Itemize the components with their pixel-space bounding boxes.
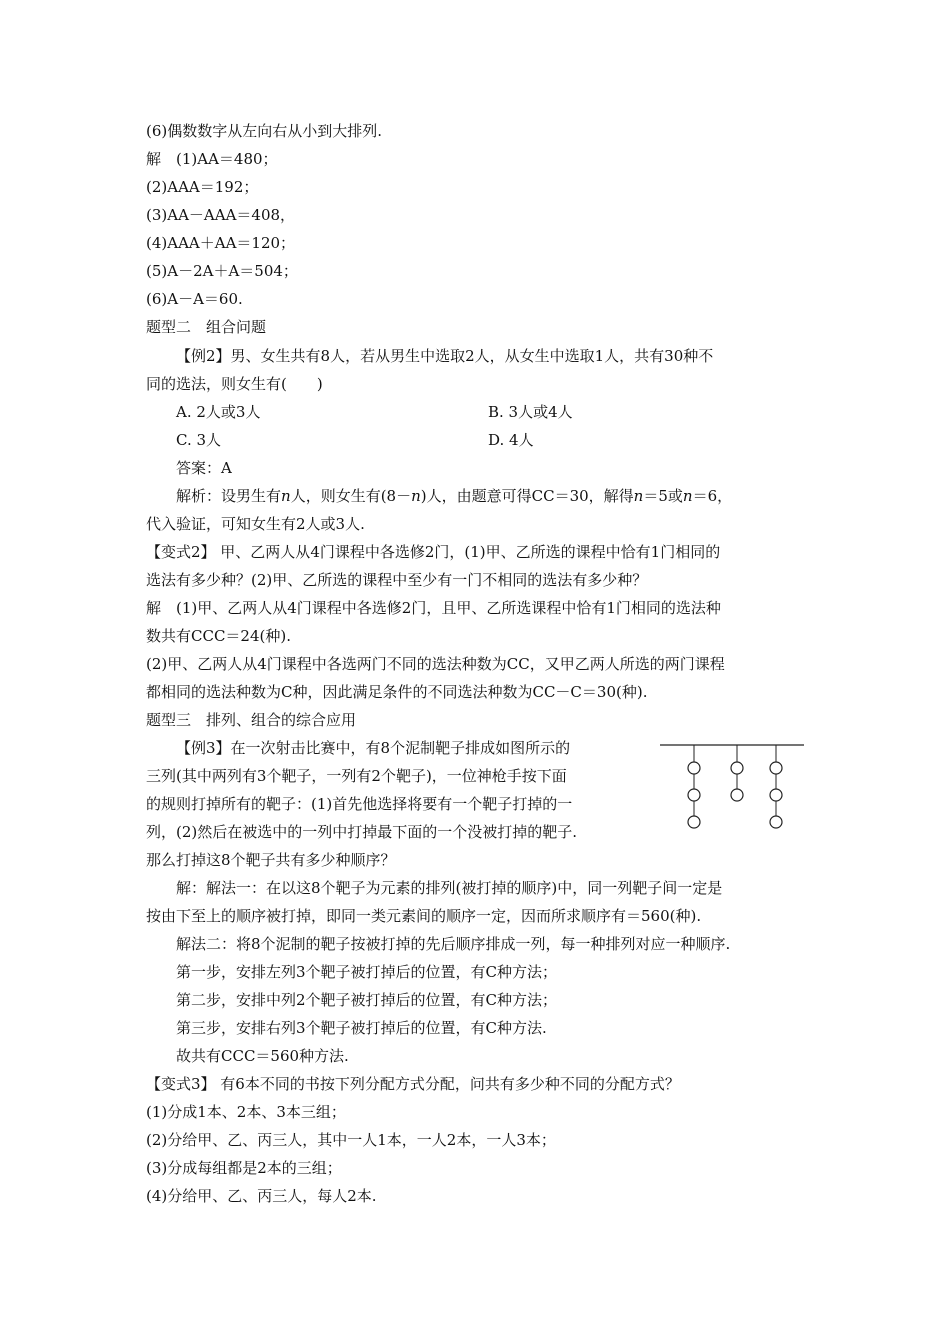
option-d: D. 4人 bbox=[488, 431, 534, 449]
variable-n: n bbox=[411, 487, 421, 505]
target-left-2 bbox=[688, 789, 700, 801]
solution3-line-2: 按由下至上的顺序被打掉，即同一类元素间的顺序一定，因而所求顺序有＝560(种). bbox=[146, 907, 702, 925]
example3-line-4: 列，(2)然后在被选中的一列中打掉最下面的一个没被打掉的靶子. bbox=[146, 823, 578, 841]
example2-line-2: 同的选法，则女生有( ) bbox=[146, 375, 323, 393]
target-right-3 bbox=[770, 816, 782, 828]
target-left-1 bbox=[688, 762, 700, 774]
problem-item-6: (6)偶数数字从左向右从小到大排列. bbox=[146, 122, 383, 140]
variant2-line-1: 【变式2】 甲、乙两人从4门课程中各选修2门，(1)甲、乙所选的课程中恰有1门相同的 bbox=[146, 543, 721, 561]
solution-line-2: (2)AAA＝192； bbox=[146, 178, 259, 196]
variant3-item-1: (1)分成1本、2本、3本三组； bbox=[146, 1103, 346, 1121]
option-b: B. 3人或4人 bbox=[488, 403, 573, 421]
targets-figure bbox=[660, 737, 810, 837]
example3-line-3: 的规则打掉所有的靶子：(1)首先他选择将要有一个靶子打掉的一 bbox=[146, 795, 573, 813]
example3-line-5: 那么打掉这8个靶子共有多少种顺序？ bbox=[146, 851, 396, 869]
variant2-solution-4: 都相同的选法种数为C种，因此满足条件的不同选法种数为CC－C＝30(种). bbox=[146, 683, 648, 701]
variable-n: n bbox=[682, 487, 693, 505]
middle-column bbox=[731, 745, 743, 801]
variant2-solution-1: 解 (1)甲、乙两人从4门课程中各选修2门，且甲、乙所选课程中恰有1门相同的选法种 bbox=[146, 599, 721, 617]
analysis-line-2: 代入验证，可知女生有2人或3人. bbox=[146, 515, 365, 533]
example3-line-1: 【例3】在一次射击比赛中，有8个泥制靶子排成如图所示的 bbox=[176, 739, 571, 757]
analysis-text: ＝6， bbox=[692, 487, 733, 505]
solution-line-4: (4)AAA＋AA＝120； bbox=[146, 234, 296, 252]
analysis-line-1 bbox=[176, 486, 732, 506]
answer-line: 答案：A bbox=[176, 459, 232, 477]
variable-n: n bbox=[633, 487, 644, 505]
target-middle-2 bbox=[731, 789, 743, 801]
analysis-text: 人，则女生有(8－ bbox=[290, 487, 412, 505]
left-column bbox=[688, 745, 700, 828]
target-left-3 bbox=[688, 816, 700, 828]
analysis-text: ＝5或 bbox=[643, 487, 683, 505]
option-a: A. 2人或3人 bbox=[176, 403, 261, 421]
solution-line-5: (5)A－2A＋A＝504； bbox=[146, 262, 298, 280]
option-c: C. 3人 bbox=[176, 431, 222, 449]
variant3-line-1: 【变式3】 有6本不同的书按下列分配方式分配，问共有多少种不同的分配方式？ bbox=[146, 1075, 680, 1093]
variant3-item-3: (3)分成每组都是2本的三组； bbox=[146, 1159, 342, 1177]
analysis-text: )人，由题意可得CC＝30，解得 bbox=[420, 487, 634, 505]
step-3: 第三步，安排右列3个靶子被打掉后的位置，有C种方法. bbox=[176, 1019, 547, 1037]
example3-line-2: 三列(其中两列有3个靶子，一列有2个靶子)，一位神枪手按下面 bbox=[146, 767, 567, 785]
target-right-1 bbox=[770, 762, 782, 774]
variable-n: n bbox=[281, 487, 291, 505]
solution-line-1: 解 (1)AA＝480； bbox=[146, 150, 278, 168]
solution3-line-3: 解法二：将8个泥制的靶子按被打掉的先后顺序排成一列，每一种排列对应一种顺序. bbox=[176, 935, 731, 953]
example2-line-1: 【例2】男、女生共有8人，若从男生中选取2人，从女生中选取1人，共有30种不 bbox=[176, 347, 714, 365]
variant2-solution-2: 数共有CCC＝24(种). bbox=[146, 627, 291, 645]
step-1: 第一步，安排左列3个靶子被打掉后的位置，有C种方法； bbox=[176, 963, 558, 981]
solution3-line-1: 解：解法一：在以这8个靶子为元素的排列(被打掉的顺序)中，同一列靶子间一定是 bbox=[176, 879, 723, 897]
variant3-item-2: (2)分给甲、乙、丙三人，其中一人1本，一人2本，一人3本； bbox=[146, 1131, 556, 1149]
variant3-item-4: (4)分给甲、乙、丙三人，每人2本. bbox=[146, 1187, 377, 1205]
target-middle-1 bbox=[731, 762, 743, 774]
section-heading-type3: 题型三 排列、组合的综合应用 bbox=[146, 711, 357, 729]
solution-line-6: (6)A－A＝60. bbox=[146, 290, 243, 308]
target-right-2 bbox=[770, 789, 782, 801]
analysis-text: 解析：设男生有 bbox=[176, 487, 282, 505]
section-heading-type2: 题型二 组合问题 bbox=[146, 318, 267, 336]
step-2: 第二步，安排中列2个靶子被打掉后的位置，有C种方法； bbox=[176, 991, 558, 1009]
total-line: 故共有CCC＝560种方法. bbox=[176, 1047, 349, 1065]
variant2-line-2: 选法有多少种？(2)甲、乙所选的课程中至少有一门不相同的选法有多少种？ bbox=[146, 571, 648, 589]
right-column bbox=[770, 745, 782, 828]
variant2-solution-3: (2)甲、乙两人从4门课程中各选两门不同的选法种数为CC，又甲乙两人所选的两门课程 bbox=[146, 655, 725, 673]
solution-line-3: (3)AA－AAA＝408， bbox=[146, 206, 296, 224]
